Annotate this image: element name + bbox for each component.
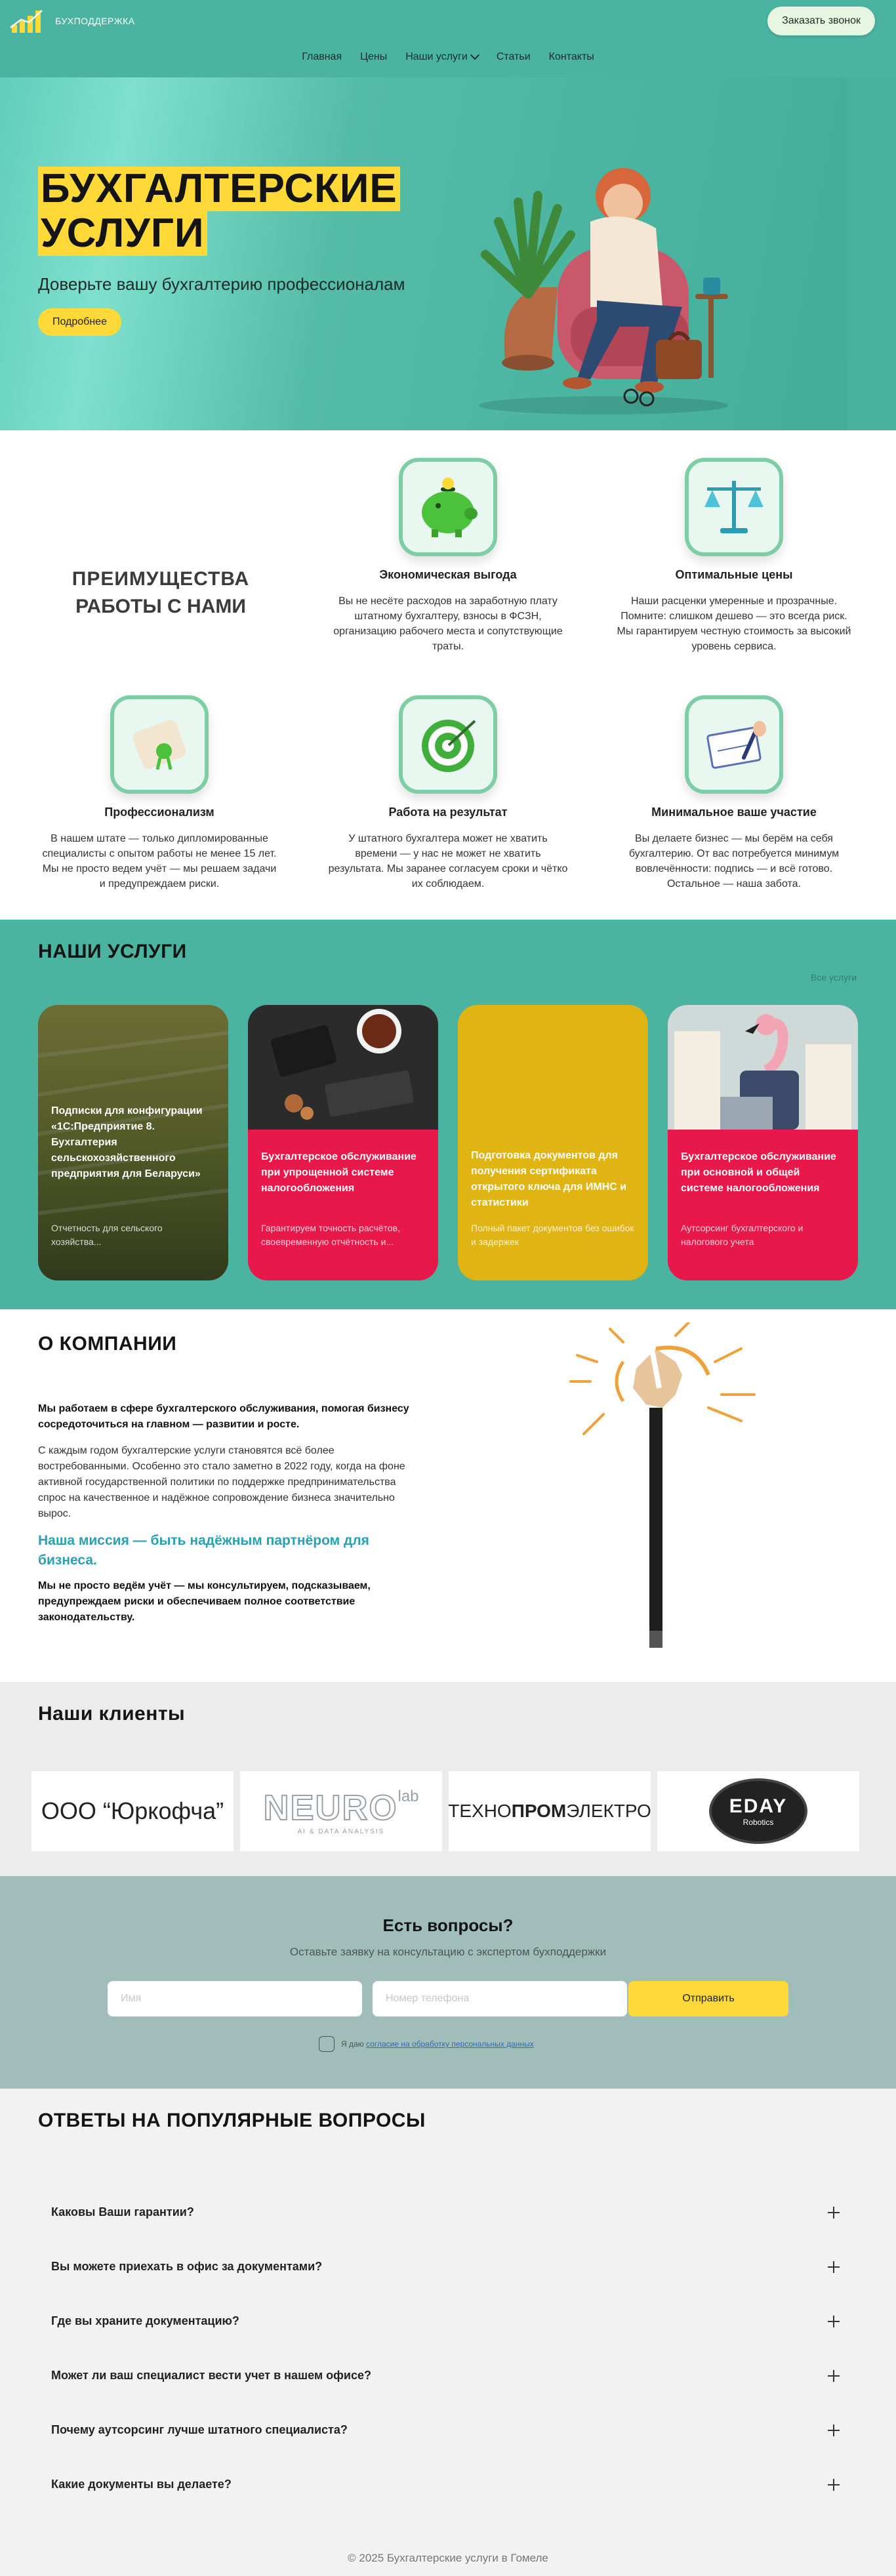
relaxed-woman-illustration bbox=[459, 143, 735, 419]
services-title-plain: НАШИ bbox=[38, 941, 108, 962]
service-title: Подписки для конфигурации «1С:Предприятие 8. Бухгалтерия сельскохозяйственного предприятия для Беларуси» bbox=[51, 1105, 203, 1179]
services-title-bold: УСЛУГИ bbox=[107, 941, 187, 962]
logo-text: БУХПОДДЕРЖКА bbox=[55, 16, 135, 26]
advantage-text: У штатного бухгалтера может не хватить времени — у нас не может не хватить результата. Мы заранее согласуем сроки и чётко их соблюдаем. bbox=[328, 833, 568, 889]
logo[interactable] bbox=[9, 8, 135, 34]
hero-edge-band bbox=[847, 77, 896, 430]
service-desc: Отчетность для сельского хозяйства... bbox=[51, 1223, 163, 1247]
client-logo-yurkofcha bbox=[31, 1771, 234, 1851]
piggy-bank-icon bbox=[399, 458, 497, 556]
nav-contacts[interactable]: Контакты bbox=[548, 51, 594, 62]
advantage-card bbox=[606, 695, 862, 891]
client-name: EDAY bbox=[729, 1795, 788, 1817]
advantage-card bbox=[606, 458, 862, 654]
diploma-icon bbox=[110, 695, 209, 794]
faq-item[interactable] bbox=[38, 2187, 858, 2237]
client-tagline: AI & DATA ANALYSIS bbox=[297, 1828, 385, 1835]
client-name: NEURO bbox=[263, 1788, 398, 1828]
submit-button[interactable]: Отправить bbox=[628, 1981, 788, 2016]
faq-title-bold: ПОПУЛЯРНЫЕ ВОПРОСЫ bbox=[167, 2110, 426, 2131]
order-call-button[interactable]: Заказать звонок bbox=[767, 7, 875, 35]
service-title: Бухгалтерское обслуживание при упрощенной системе налогообложения bbox=[261, 1151, 417, 1194]
plus-icon bbox=[828, 2316, 840, 2327]
faq-title-plain: ОТВЕТЫ НА bbox=[38, 2110, 167, 2131]
advantage-text: Вы не несёте расходов на заработную плату штатному бухгалтеру, взносы в ФСЗН, организацию рабочего места и сопутствующие траты. bbox=[333, 596, 563, 652]
service-card[interactable] bbox=[458, 1005, 648, 1280]
client-name: ООО “Юркофча” bbox=[41, 1797, 224, 1824]
service-title: Подготовка документов для получения сертификата открытого ключа для ИМНС и статистики bbox=[471, 1150, 627, 1208]
phone-input[interactable] bbox=[373, 1981, 627, 2016]
faq-question: Почему аутсорсинг лучше штатного специалиста? bbox=[51, 2423, 348, 2436]
advantages-heading bbox=[39, 565, 282, 621]
advantage-card bbox=[320, 458, 576, 654]
plus-icon bbox=[828, 2207, 840, 2218]
all-services-link[interactable]: Все услуги bbox=[811, 972, 857, 983]
service-card[interactable] bbox=[248, 1005, 438, 1280]
main-nav bbox=[0, 51, 896, 63]
advantage-title: Минимальное ваше участие bbox=[651, 806, 817, 819]
faq-item[interactable] bbox=[38, 2459, 858, 2509]
consent-row bbox=[319, 2036, 534, 2052]
hero-title-line1: БУХГАЛТЕРСКИЕ bbox=[38, 167, 400, 211]
flamingo-office-photo bbox=[668, 1005, 858, 1130]
advantage-text: Вы делаете бизнес — мы берём на себя бухгалтерию. От вас потребуется минимум вовлечённости: подпись — и всё готово. Остальное — наша забота. bbox=[628, 833, 840, 889]
logo-chart-icon bbox=[9, 8, 43, 34]
advantage-title: Работа на результат bbox=[388, 806, 508, 819]
hero-section bbox=[0, 77, 896, 430]
desk-calculator-photo bbox=[248, 1005, 438, 1130]
client-tagline: Robotics bbox=[743, 1818, 774, 1827]
faq-section bbox=[0, 2089, 896, 2540]
advantages-section bbox=[0, 430, 896, 920]
client-logo-neurolab bbox=[240, 1771, 442, 1851]
service-desc: Аутсорсинг бухгалтерского и налогового учета bbox=[681, 1223, 804, 1247]
client-logo-tehnopromelektro bbox=[449, 1771, 651, 1851]
advantage-card bbox=[31, 695, 287, 891]
about-closing: Мы не просто ведём учёт — мы консультируем, подсказываем, предупреждаем риски и обеспечиваем полное соответствие законодательству. bbox=[38, 1580, 371, 1623]
nav-articles[interactable]: Статьи bbox=[496, 51, 531, 62]
sharpened-pencil-illustration bbox=[544, 1322, 767, 1657]
about-section bbox=[0, 1309, 896, 1682]
client-logo-eday bbox=[657, 1771, 859, 1851]
faq-question: Вы можете приехать в офис за документами? bbox=[51, 2259, 323, 2273]
faq-item[interactable] bbox=[38, 2296, 858, 2346]
name-input[interactable] bbox=[108, 1981, 362, 2016]
service-title: Бухгалтерское обслуживание при основной и общей системе налогообложения bbox=[681, 1151, 836, 1194]
advantage-text: В нашем штате — только дипломированные специалисты с опытом работы не менее 15 лет. Мы не просто ведем учёт — мы решаем задачи и предупреждаем риски. bbox=[42, 833, 277, 889]
advantage-title: Профессионализм bbox=[104, 806, 214, 819]
plus-icon bbox=[828, 2370, 840, 2382]
form-subtitle: Оставьте заявку на консультацию с экспертом бухподдержки bbox=[289, 1946, 607, 1958]
hero-subtitle: Доверьте вашу бухгалтерию профессионалам bbox=[38, 274, 405, 294]
advantages-heading-line2: РАБОТЫ С НАМИ bbox=[75, 596, 246, 617]
target-icon bbox=[399, 695, 497, 794]
client-name-bold: ПРОМ bbox=[511, 1801, 567, 1821]
advantage-text: Наши расценки умеренные и прозрачные. Помните: слишком дешево — это всегда риск. Мы гарантируем честную стоимость за высокий уровень сервиса. bbox=[617, 596, 851, 652]
nav-prices[interactable]: Цены bbox=[360, 51, 388, 62]
form-title: Есть вопросы? bbox=[382, 1915, 514, 1935]
faq-question: Каковы Ваши гарантии? bbox=[51, 2205, 194, 2218]
faq-question: Может ли ваш специалист вести учет в нашем офисе? bbox=[51, 2368, 371, 2382]
hero-more-button[interactable]: Подробнее bbox=[38, 308, 121, 336]
plus-icon bbox=[828, 2261, 840, 2273]
consent-label bbox=[341, 2039, 534, 2049]
services-title bbox=[38, 941, 187, 963]
site-header bbox=[0, 0, 896, 77]
service-card[interactable] bbox=[38, 1005, 228, 1280]
client-name-end: ЭЛЕКТРО bbox=[566, 1801, 651, 1821]
about-title: О КОМПАНИИ bbox=[38, 1333, 177, 1355]
signing-icon bbox=[685, 695, 783, 794]
plus-icon bbox=[828, 2479, 840, 2491]
footer-copyright: © 2025 Бухгалтерские услуги в Гомеле bbox=[348, 2552, 548, 2564]
advantages-heading-line1: ПРЕИМУЩЕСТВА bbox=[71, 568, 250, 590]
client-name-sup: lab bbox=[397, 1787, 419, 1805]
hero-title-line2: УСЛУГИ bbox=[38, 211, 207, 256]
nav-home[interactable]: Главная bbox=[302, 51, 342, 62]
about-mission: Наша миссия — быть надёжным партнёром для бизнеса. bbox=[38, 1533, 369, 1568]
site-footer bbox=[0, 2540, 896, 2576]
consent-link[interactable]: согласие на обработку персональных данных bbox=[366, 2039, 534, 2049]
services-section bbox=[0, 920, 896, 1309]
advantage-title: Оптимальные цены bbox=[675, 568, 793, 581]
service-desc: Полный пакет документов без ошибок и задержек bbox=[471, 1223, 634, 1247]
faq-question: Какие документы вы делаете? bbox=[51, 2477, 232, 2491]
faq-item[interactable] bbox=[38, 2241, 858, 2291]
faq-title bbox=[38, 2110, 426, 2132]
chevron-down-icon bbox=[470, 51, 479, 60]
advantage-card bbox=[320, 695, 576, 891]
faq-question: Где вы храните документацию? bbox=[51, 2314, 239, 2327]
clients-section bbox=[0, 1682, 896, 1876]
scales-icon bbox=[685, 458, 783, 556]
consultation-form-section bbox=[0, 1876, 896, 2089]
nav-services-label: Наши услуги bbox=[405, 51, 468, 62]
faq-item[interactable] bbox=[38, 2350, 858, 2400]
about-lead: Мы работаем в сфере бухгалтерского обслуживания, помогая бизнесу сосредоточиться на главном — развитии и росте. bbox=[38, 1403, 409, 1430]
hero-title bbox=[38, 167, 400, 256]
service-desc: Гарантируем точность расчётов, своевременную отчётность и... bbox=[261, 1223, 400, 1247]
nav-services[interactable] bbox=[405, 51, 478, 63]
plus-icon bbox=[828, 2424, 840, 2436]
faq-item[interactable] bbox=[38, 2405, 858, 2455]
clients-title: Наши клиенты bbox=[38, 1703, 186, 1725]
client-name-plain: ТЕХНО bbox=[448, 1801, 512, 1821]
consent-text: Я даю bbox=[341, 2039, 367, 2049]
consent-checkbox[interactable] bbox=[319, 2036, 335, 2052]
advantage-title: Экономическая выгода bbox=[379, 568, 517, 581]
service-card[interactable] bbox=[668, 1005, 858, 1280]
about-paragraph: С каждым годом бухгалтерские услуги становятся всё более востребованными. Особенно это стало заметно в 2022 году, когда на фоне активной государственной политики по поддержке предпринимательства спрос на качественное и надёжное сопровождение бизнеса значительно вырос. bbox=[38, 1445, 405, 1519]
